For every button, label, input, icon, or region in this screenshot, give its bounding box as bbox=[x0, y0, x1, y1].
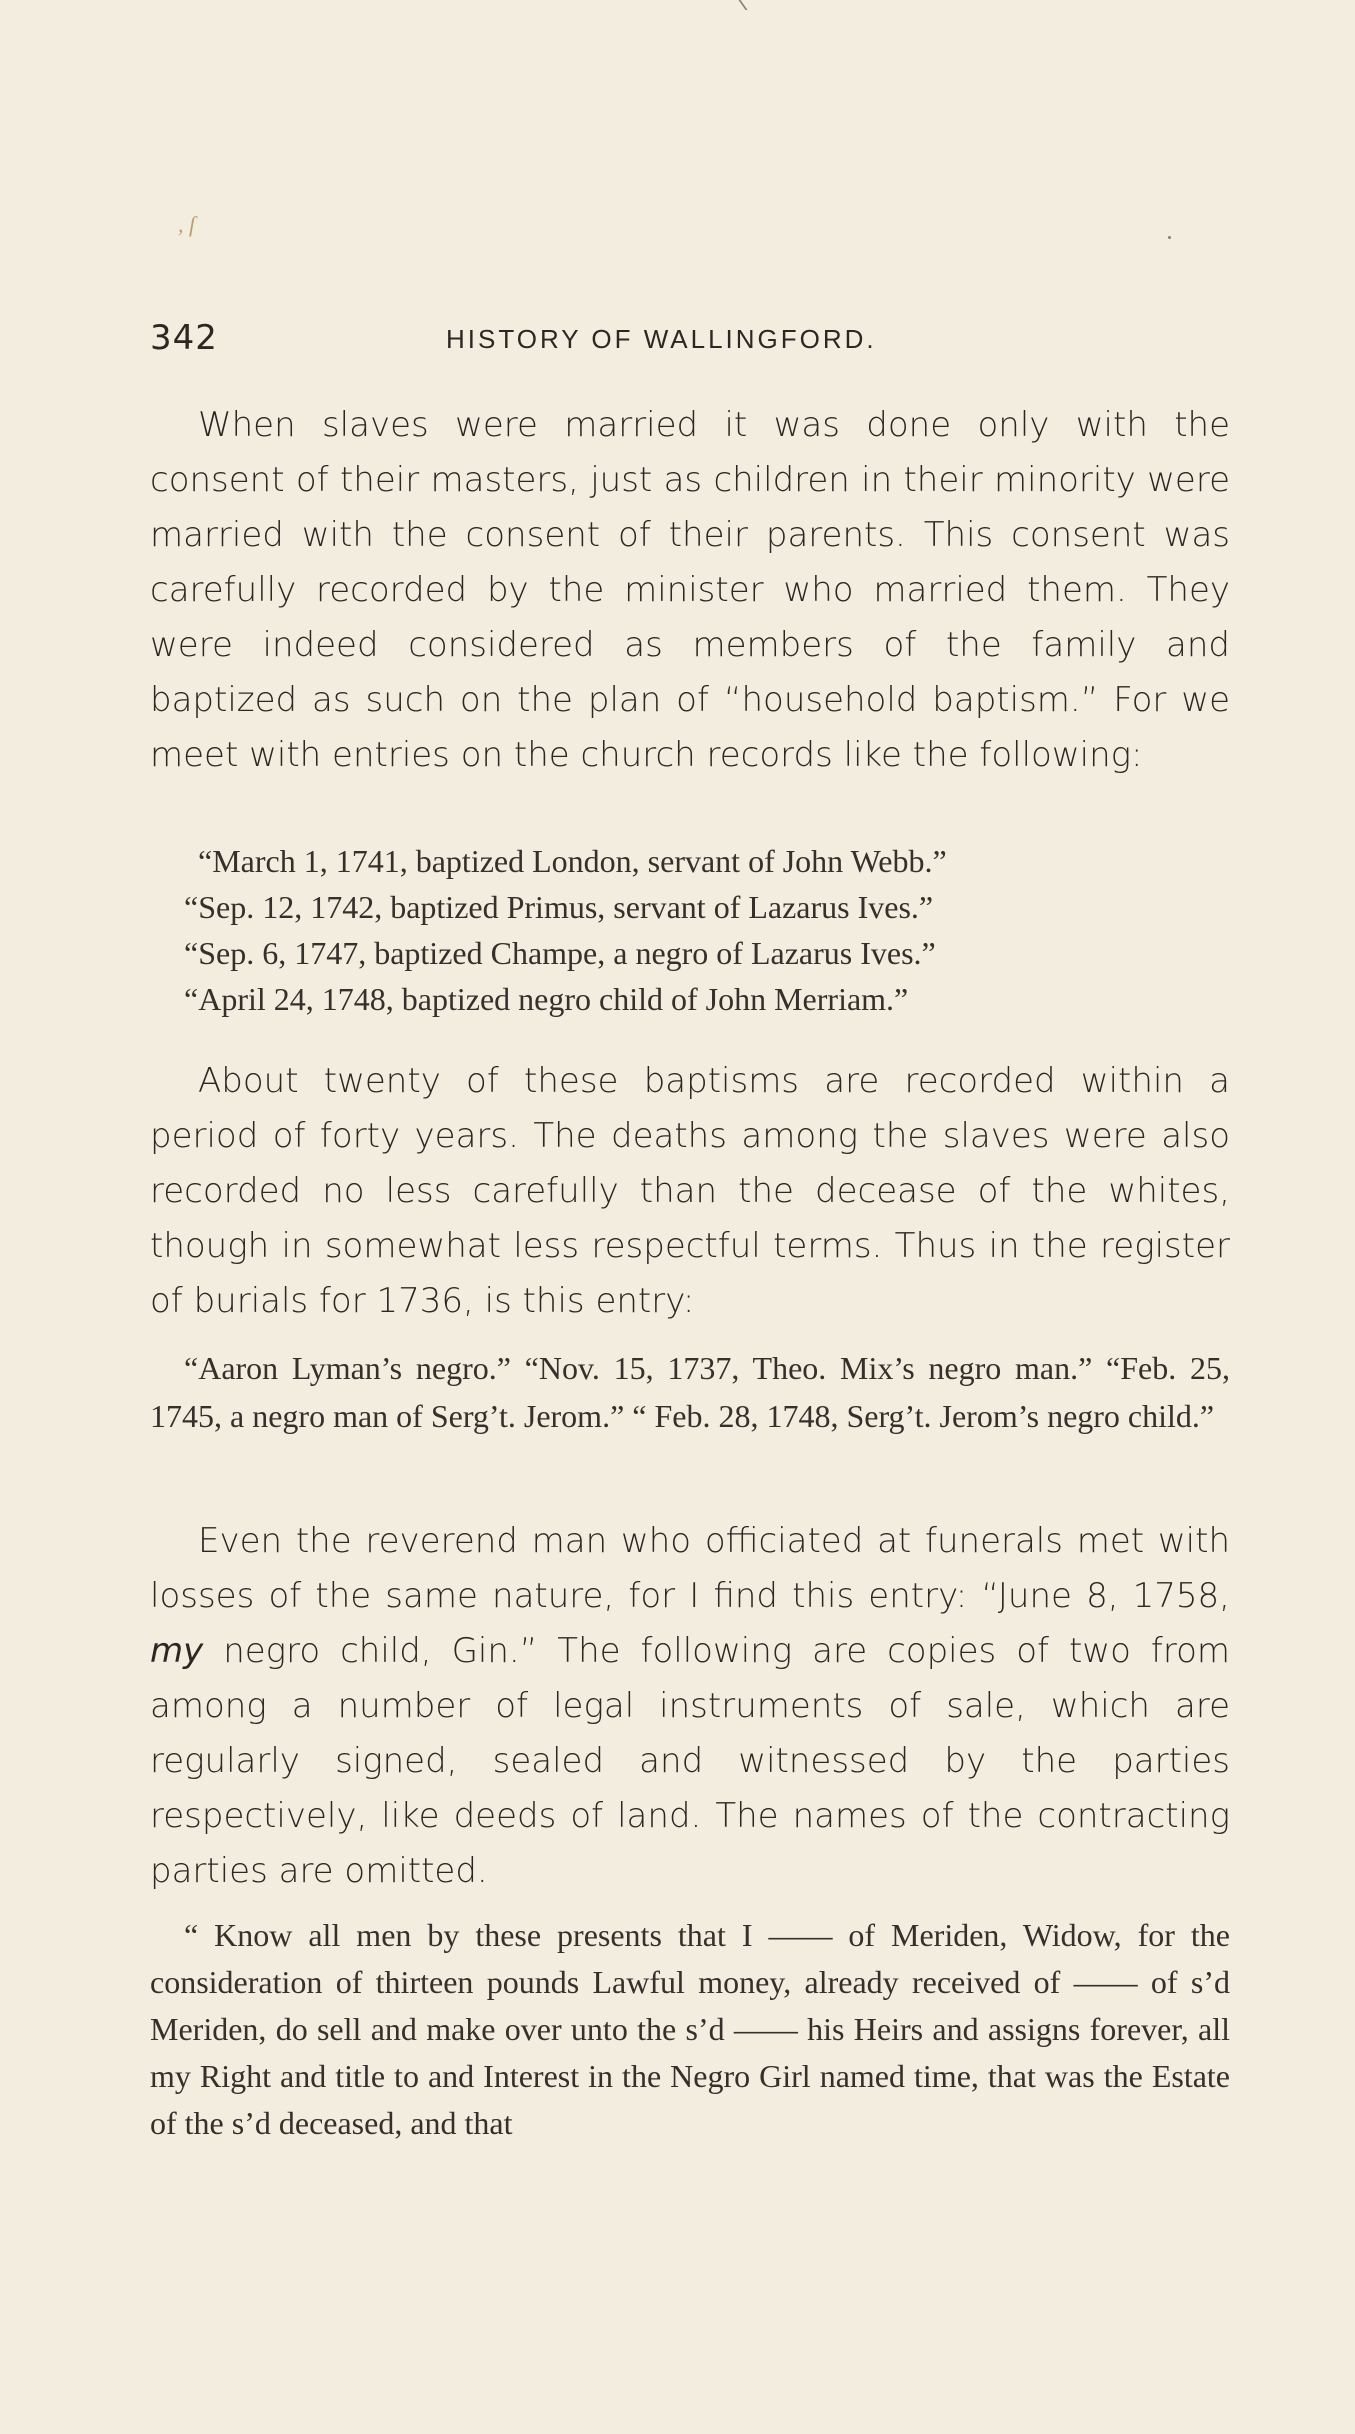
page-mark bbox=[724, 0, 747, 10]
legal-instrument: “ Know all men by these presents that I ―― of Meriden, Widow, for the consideration of thirteen pounds Lawful money, already received of ―― of s’d Meriden, do sell and make over unto the s’d ―― his Heirs and assigns forever, all my Right and title to and Interest in the Negro Girl named time, that was the Estate of the s’d deceased, and that bbox=[150, 1917, 1230, 2141]
page-number: 342 bbox=[150, 318, 218, 358]
burial-entries: “Aaron Lyman’s negro.” “Nov. 15, 1737, Theo. Mix’s negro man.” “Feb. 25, 1745, a negro man of Serg’t. Jerom.” “ Feb. 28, 1748, Serg’t. Jerom’s negro child.” bbox=[150, 1350, 1230, 1434]
baptism-entry: “April 24, 1748, baptized negro child of John Merriam.” bbox=[184, 981, 909, 1017]
baptism-entry: “Sep. 12, 1742, baptized Primus, servant of Lazarus Ives.” bbox=[184, 889, 934, 925]
baptism-entries bbox=[150, 838, 1230, 1022]
stray-dot bbox=[1168, 236, 1171, 239]
running-head: HISTORY OF WALLINGFORD. bbox=[446, 324, 877, 354]
paragraph-baptism-count: About twenty of these baptisms are recorded within a period of forty years. The deaths among the slaves were also recorded no less carefully than the decease of the whites, though in somewhat less respectful terms. Thus in the register of burials for 1736, is this entry: bbox=[150, 1061, 1230, 1321]
page-header bbox=[150, 318, 1210, 366]
emphasis-my: my bbox=[150, 1631, 204, 1671]
baptism-entry: “March 1, 1741, baptized London, servant of John Webb.” bbox=[198, 843, 947, 879]
paragraph-funerals-text-1: Even the reverend man who officiated at funerals met with losses of the same nature, for I find this entry: “June 8, 1758, bbox=[150, 1521, 1230, 1616]
stray-mark: , ſ bbox=[178, 212, 196, 237]
paragraph-funerals bbox=[150, 1514, 1230, 1899]
paragraph-funerals-text-2: negro child, Gin.” The following are copies of two from among a number of legal instruments of sale, which are regularly signed, sealed and witnessed by the parties respectively, like deeds of land. The names of the contracting parties are omitted. bbox=[150, 1631, 1230, 1891]
baptism-entry: “Sep. 6, 1747, baptized Champe, a negro of Lazarus Ives.” bbox=[184, 935, 936, 971]
paragraph-slave-marriages: When slaves were married it was done only with the consent of their masters, just as children in their minority were married with the consent of their parents. This consent was carefully recorded by the minister who married them. They were indeed considered as members of the family and baptized as such on the plan of “household baptism.” For we meet with entries on the church records like the following: bbox=[150, 405, 1230, 775]
